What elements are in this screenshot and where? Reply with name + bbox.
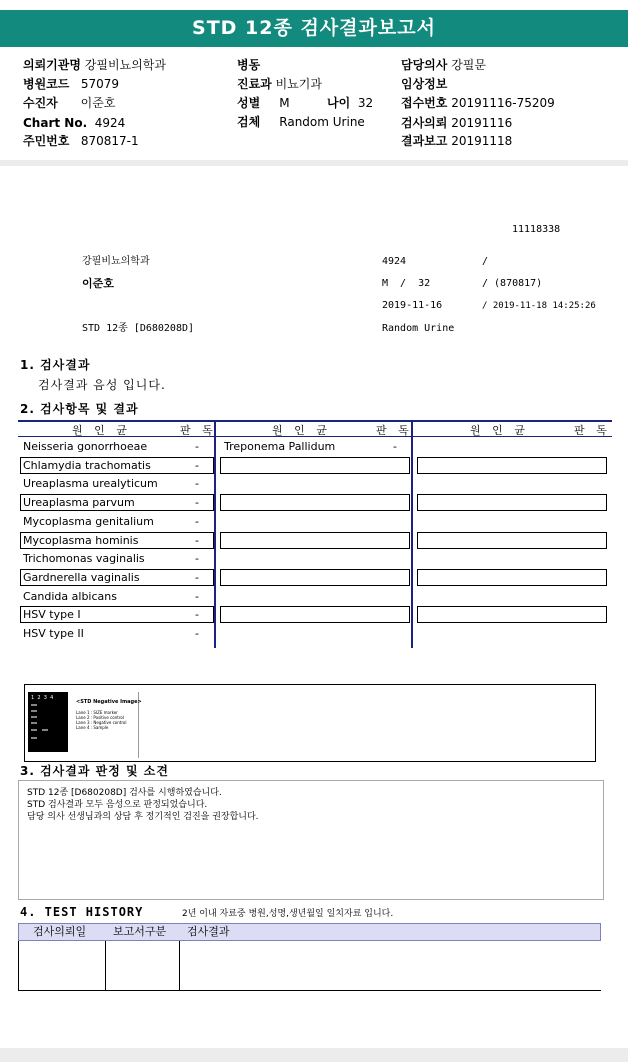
sheet-chart: 4924 bbox=[382, 256, 407, 267]
organism-result: - bbox=[195, 458, 199, 472]
dept-row: 진료과 비뇨기과 bbox=[237, 77, 322, 91]
gel-electrophoresis-image bbox=[28, 692, 68, 752]
organism-result: - bbox=[195, 440, 199, 453]
result-table-divider-2 bbox=[411, 420, 413, 648]
report-title: STD 12종 검사결과보고서 bbox=[0, 10, 628, 47]
col-header-judge-1: 판 독 bbox=[180, 424, 217, 437]
result-cell-box bbox=[417, 457, 607, 474]
history-col-report-type: 보고서구분 bbox=[113, 925, 167, 938]
organism-name: Ureaplasma parvum bbox=[23, 496, 135, 510]
result-table-divider-1 bbox=[214, 420, 216, 648]
section1-result: 검사결과 음성 입니다. bbox=[38, 378, 166, 392]
organism-result: - bbox=[195, 608, 199, 622]
col-header-organism-2: 원 인 균 bbox=[272, 424, 331, 437]
patient-row: 수진자 이준호 bbox=[23, 96, 116, 110]
report-header bbox=[0, 0, 628, 160]
ward-row: 병동 bbox=[237, 58, 261, 72]
sex-row: 성별 M bbox=[237, 96, 290, 110]
sheet-clinic: 강필비뇨의학과 bbox=[82, 256, 150, 267]
sheet-datetime: / 2019-11-18 14:25:26 bbox=[482, 301, 596, 311]
id-row: 주민번호 870817-1 bbox=[23, 134, 139, 148]
organism-result: - bbox=[195, 496, 199, 510]
organism-result: - bbox=[195, 477, 199, 491]
organism-name: Ureaplasma urealyticum bbox=[23, 477, 158, 491]
organism-name: Chlamydia trachomatis bbox=[23, 458, 151, 472]
gel-title: <STD Negative Image> bbox=[76, 699, 142, 705]
organism-name: Trichomonas vaginalis bbox=[23, 552, 145, 566]
hospital-code-row: 병원코드 57079 bbox=[23, 77, 120, 91]
organism-result: - bbox=[195, 533, 199, 547]
sheet-test: STD 12종 [D680208D] bbox=[82, 323, 195, 334]
findings-box bbox=[18, 780, 604, 900]
organism-name: Neisseria gonorrhoeae bbox=[23, 440, 148, 453]
finding-line-3: 담당 의사 선생님과의 상담 후 정기적인 검진을 권장합니다. bbox=[27, 812, 259, 822]
result-cell-box bbox=[417, 532, 607, 549]
age-row: 나이 32 bbox=[327, 96, 374, 110]
organism-name: Gardnerella vaginalis bbox=[23, 570, 140, 584]
history-col-result: 검사결과 bbox=[187, 925, 230, 938]
organism-result: - bbox=[195, 514, 199, 528]
result-cell-box bbox=[20, 457, 214, 474]
col-header-organism-3: 원 인 균 bbox=[470, 424, 529, 437]
organism-result: - bbox=[195, 589, 199, 603]
result-cell-box bbox=[20, 569, 214, 586]
finding-line-1: STD 12종 [D680208D] 검사를 시행하였습니다. bbox=[27, 788, 222, 798]
col-header-judge-2: 판 독 bbox=[376, 424, 413, 437]
result-cell-box bbox=[20, 494, 214, 511]
section2-title: 2. 검사항목 및 결과 bbox=[20, 402, 139, 416]
clinical-row: 임상정보 bbox=[401, 77, 448, 91]
result-cell-box bbox=[417, 569, 607, 586]
gel-lane-1: Lane 1 : SIZE marker bbox=[76, 710, 118, 715]
organism-name: HSV type I bbox=[23, 608, 81, 622]
request-row: 검사의뢰 20191116 bbox=[401, 116, 513, 130]
gel-lane-3: Lane 3 : Negative control bbox=[76, 720, 127, 725]
gel-legend bbox=[72, 692, 142, 758]
result-cell-box bbox=[20, 532, 214, 549]
lab-code: 11118338 bbox=[512, 224, 561, 235]
history-col-request-date: 검사의뢰일 bbox=[33, 925, 87, 938]
chart-row: Chart No. 4924 bbox=[23, 116, 126, 130]
doctor-row: 담당의사 강필문 bbox=[401, 58, 486, 72]
gel-lane-2: Lane 2 : Positive control bbox=[76, 715, 124, 720]
institution-row: 의뢰기관명 강필비뇨의학과 bbox=[23, 58, 166, 72]
organism-name: Mycoplasma hominis bbox=[23, 533, 139, 547]
col-header-organism-1: 원 인 균 bbox=[72, 424, 131, 437]
gel-lane-4: Lane 4 : Sample bbox=[76, 725, 109, 730]
treponema-result: - bbox=[393, 440, 397, 453]
sheet-specimen: Random Urine bbox=[382, 323, 455, 334]
result-cell-box bbox=[20, 606, 214, 623]
organism-result: - bbox=[195, 552, 199, 566]
organism-result: - bbox=[195, 570, 199, 584]
report-row: 결과보고 20191118 bbox=[401, 134, 513, 148]
result-cell-box bbox=[417, 606, 607, 623]
result-cell-box bbox=[220, 569, 410, 586]
treponema-name: Treponema Pallidum bbox=[224, 440, 336, 453]
section3-title: 3. 검사결과 판정 및 소견 bbox=[20, 764, 169, 778]
result-cell-box bbox=[220, 532, 410, 549]
section1-title: 1. 검사결과 bbox=[20, 358, 91, 372]
history-table-header bbox=[18, 923, 601, 941]
organism-result: - bbox=[195, 627, 199, 640]
result-cell-box bbox=[220, 494, 410, 511]
result-cell-box bbox=[220, 606, 410, 623]
result-cell-box bbox=[417, 494, 607, 511]
sheet-slash: / bbox=[482, 256, 489, 267]
report-sheet bbox=[0, 166, 628, 1048]
section4-title: 4. TEST HISTORY bbox=[20, 905, 144, 919]
sheet-patient: 이준호 bbox=[82, 277, 114, 290]
receipt-row: 접수번호 20191116-75209 bbox=[401, 96, 555, 110]
result-cell-box bbox=[220, 457, 410, 474]
sheet-date: 2019-11-16 bbox=[382, 300, 443, 311]
col-header-judge-3: 판 독 bbox=[574, 424, 611, 437]
sheet-birth: / (870817) bbox=[482, 278, 543, 289]
organism-name: Candida albicans bbox=[23, 589, 117, 603]
specimen-row: 검체 Random Urine bbox=[237, 115, 365, 129]
section4-note: 2년 이내 자료중 병원,성명,생년월일 일치자료 입니다. bbox=[182, 909, 394, 919]
organism-name: HSV type II bbox=[23, 627, 84, 640]
gel-lane-numbers: 1 2 3 4 bbox=[31, 695, 54, 701]
sheet-sexage: M / 32 bbox=[382, 278, 431, 289]
finding-line-2: STD 검사결과 모두 음성으로 판정되었습니다. bbox=[27, 800, 208, 810]
history-table-body bbox=[18, 941, 601, 991]
organism-name: Mycoplasma genitalium bbox=[23, 514, 154, 528]
